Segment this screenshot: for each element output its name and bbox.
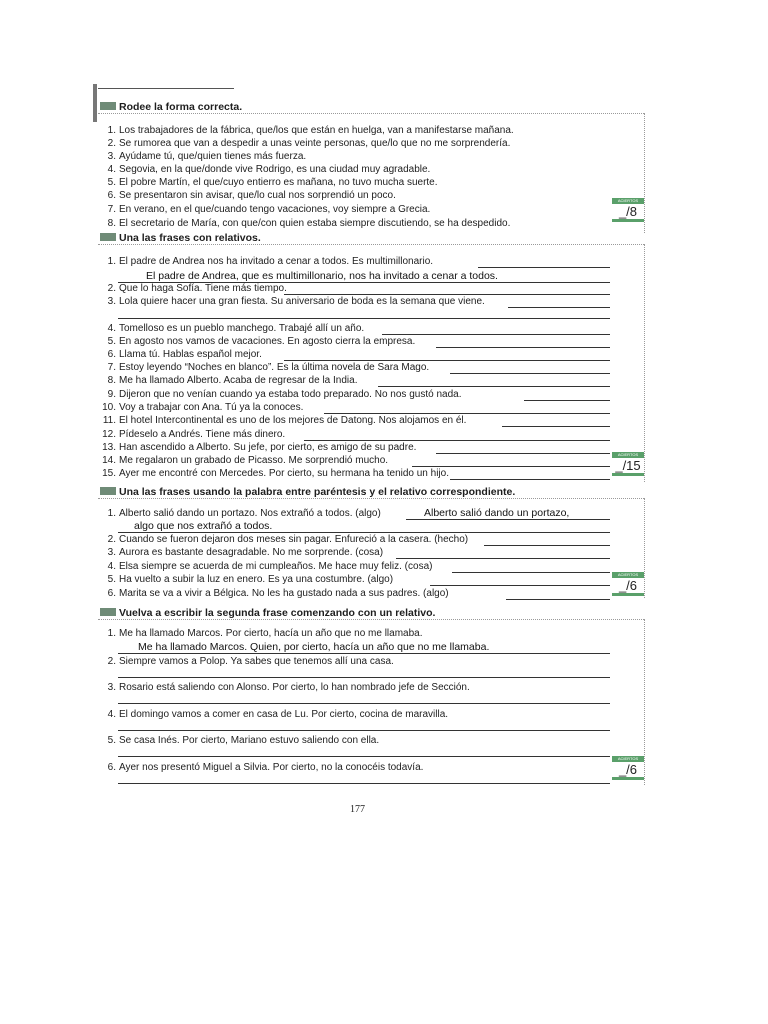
exercise-item: 1. Los trabajadores de la fábrica, que/los que están en huelga, van a manifestarse mañana.	[107, 125, 514, 136]
exercise-item: 4. El domingo vamos a comer en casa de Lu. Por cierto, cocina de maravilla.	[107, 709, 449, 720]
exercise-item: 2. Cuando se fueron dejaron dos meses sin pagar. Enfureció a la casera. (hecho)	[107, 534, 469, 545]
exercise-item: 4. Tomelloso es un pueblo manchego. Trabajé allí un año.	[107, 323, 365, 334]
exercise-item: 7. En verano, en el que/cuando tengo vacaciones, voy siempre a Grecia.	[107, 204, 431, 215]
bullet-icon	[100, 102, 116, 110]
exercise-item: 6. Ayer nos presentó Miguel a Silvia. Por cierto, no la conocéis todavía.	[107, 762, 424, 773]
exercise-item: 13. Han ascendido a Alberto. Su jefe, por cierto, es amigo de su padre.	[102, 442, 417, 453]
exercise-item: 3. Aurora es bastante desagradable. No me sorprende. (cosa)	[107, 547, 384, 558]
exercise-item: 1. El padre de Andrea nos ha invitado a cenar a todos. Es multimillonario.	[107, 256, 434, 267]
exercise-item: 3. Lola quiere hacer una gran fiesta. Su aniversario de boda es la semana que viene.	[107, 296, 485, 307]
exercise-item: 8. El secretario de María, con que/con quien estaba siempre discutiendo, se ha despedido.	[107, 218, 511, 229]
handwritten-answer: algo que nos extrañó a todos.	[118, 520, 610, 533]
top-rule	[98, 88, 234, 89]
exercise-item: 6. Marita se va a vivir a Bélgica. No les ha gustado nada a sus padres. (algo)	[107, 588, 449, 599]
exercise-item: 4. Segovia, en la que/donde vive Rodrigo, es una ciudad muy agradable.	[107, 164, 431, 175]
exercise-item: 5. El pobre Martín, el que/cuyo entierro es mañana, no tuvo mucha suerte.	[107, 177, 438, 188]
exercise-item: 1. Alberto salió dando un portazo. Nos extrañó a todos. (algo)	[107, 508, 381, 519]
bullet-icon	[100, 233, 116, 241]
section-title: Rodee la forma correcta.	[100, 101, 248, 113]
bullet-icon	[100, 608, 116, 616]
page-number: 177	[350, 804, 365, 815]
bullet-icon	[100, 487, 116, 495]
exercise-item: 9. Dijeron que no venían cuando ya estaba todo preparado. No nos gustó nada.	[107, 389, 462, 400]
exercise-item: 11. El hotel Intercontinental es uno de los mejores de Datong. Nos alojamos en él.	[102, 415, 467, 426]
exercise-item: 3. Ayúdame tú, que/quien tienes más fuerza.	[107, 151, 307, 162]
exercise-item: 8. Me ha llamado Alberto. Acaba de regresar de la India.	[107, 375, 358, 386]
exercise-item: 3. Rosario está saliendo con Alonso. Por cierto, lo han nombrado jefe de Sección.	[107, 682, 470, 693]
exercise-item: 6. Se presentaron sin avisar, que/lo cual nos sorprendió un poco.	[107, 190, 396, 201]
exercise-item: 6. Llama tú. Hablas español mejor.	[107, 349, 262, 360]
exercise-item: 12. Pídeselo a Andrés. Tiene más dinero.	[102, 429, 286, 440]
exercise-item: 5. En agosto nos vamos de vacaciones. En agosto cierra la empresa.	[107, 336, 416, 347]
exercise-item: 10. Voy a trabajar con Ana. Tú ya la conoces.	[102, 402, 304, 413]
exercise-item: 2. Siempre vamos a Polop. Ya sabes que tenemos allí una casa.	[107, 656, 394, 667]
score-box: ACIERTOS _/15	[612, 452, 644, 476]
exercise-item: 5. Ha vuelto a subir la luz en enero. Es ya una costumbre. (algo)	[107, 574, 394, 585]
exercise-item: 1. Me ha llamado Marcos. Por cierto, hacía un año que no me llamaba.	[107, 628, 423, 639]
handwritten-answer: Alberto salió dando un portazo,	[406, 507, 610, 520]
exercise-item: 2. Que lo haga Sofía. Tiene más tiempo.	[107, 283, 287, 294]
handwritten-answer: El padre de Andrea, que es multimillonario, nos ha invitado a cenar a todos.	[118, 270, 610, 283]
exercise-item: 2. Se rumorea que van a despedir a unas veinte personas, que/lo que no me sorprendería.	[107, 138, 511, 149]
score-box: ACIERTOS _/6	[612, 756, 644, 780]
section-title: Una las frases usando la palabra entre paréntesis y el relativo correspondiente.	[100, 486, 521, 498]
handwritten-answer: Me ha llamado Marcos. Quien, por cierto, hacía un año que no me llamaba.	[118, 641, 610, 654]
score-box: ACIERTOS _/8	[612, 198, 644, 222]
section-title: Una las frases con relativos.	[100, 232, 267, 244]
exercise-item: 7. Estoy leyendo “Noches en blanco”. Es la última novela de Sara Mago.	[107, 362, 430, 373]
score-box: ACIERTOS _/6	[612, 572, 644, 596]
exercise-item: 4. Elsa siempre se acuerda de mi cumpleaños. Me hace muy feliz. (cosa)	[107, 561, 433, 572]
exercise-item: 14. Me regalaron un grabado de Picasso. Me sorprendió mucho.	[102, 455, 389, 466]
page-edge-mark	[93, 84, 97, 122]
exercise-item: 5. Se casa Inés. Por cierto, Mariano estuvo saliendo con ella.	[107, 735, 380, 746]
section-title: Vuelva a escribir la segunda frase comenzando con un relativo.	[100, 607, 441, 619]
exercise-item: 15. Ayer me encontré con Mercedes. Por cierto, su hermana ha tenido un hijo.	[102, 468, 449, 479]
